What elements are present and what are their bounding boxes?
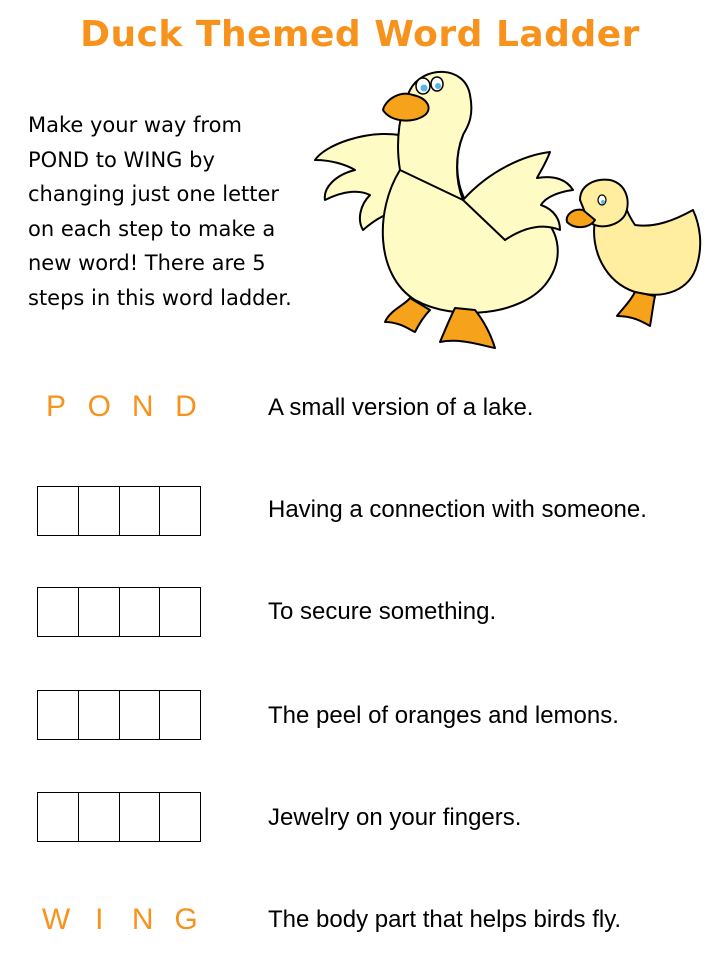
clue-text: A small version of a lake. [268,394,534,421]
instructions [28,108,328,315]
letter-box[interactable] [79,793,120,841]
letter: D [175,390,197,423]
letter-box[interactable] [79,588,120,636]
duck-and-duckling-icon [305,60,715,355]
instructions-line: on each step to make a [28,216,276,241]
letter-box[interactable] [160,793,200,841]
letter-boxes [37,486,201,536]
letter: I [95,903,104,936]
ladder-step [0,587,720,647]
clue-text: Jewelry on your fingers. [268,804,522,831]
letter-box[interactable] [160,588,200,636]
instructions-line: steps in this word ladder. [28,285,292,310]
clue-text: To secure something. [268,598,497,625]
start-word [36,390,206,424]
letter-box[interactable] [120,793,161,841]
letter-box[interactable] [160,487,200,535]
letter: N [131,903,154,936]
ladder-step [0,486,720,546]
letter-box[interactable] [38,691,79,739]
ladder-step-end [0,898,720,958]
instructions-line: POND to WING by [28,147,215,172]
letter-box[interactable] [79,691,120,739]
letter-box[interactable] [120,487,161,535]
instructions-line: changing just one letter [28,182,280,206]
letter-box[interactable] [38,793,79,841]
mother-duck [315,72,573,348]
ladder-step [0,792,720,852]
ladder-step [0,690,720,750]
clue-text: Having a connection with someone. [268,496,647,523]
clue-text: The body part that helps birds fly. [268,906,622,933]
letter-box[interactable] [79,487,120,535]
letter: N [131,390,154,423]
end-word [36,903,206,937]
letter-box[interactable] [38,487,79,535]
instructions-line: Make your way from [28,113,242,137]
letter: W [41,903,71,936]
letter-boxes [37,587,201,637]
letter: P [45,390,66,423]
instructions-line: new word! There are 5 [28,251,266,275]
letter-box[interactable] [160,691,200,739]
page-title: Duck Themed Word Ladder [80,14,640,55]
letter-box[interactable] [120,588,161,636]
letter: G [174,903,198,936]
letter-box[interactable] [120,691,161,739]
letter-boxes [37,690,201,740]
letter-boxes [37,792,201,842]
clue-text: The peel of oranges and lemons. [268,702,619,729]
letter-box[interactable] [38,588,79,636]
ladder-step-start [0,385,720,445]
letter: O [87,390,111,423]
duckling [567,180,701,326]
